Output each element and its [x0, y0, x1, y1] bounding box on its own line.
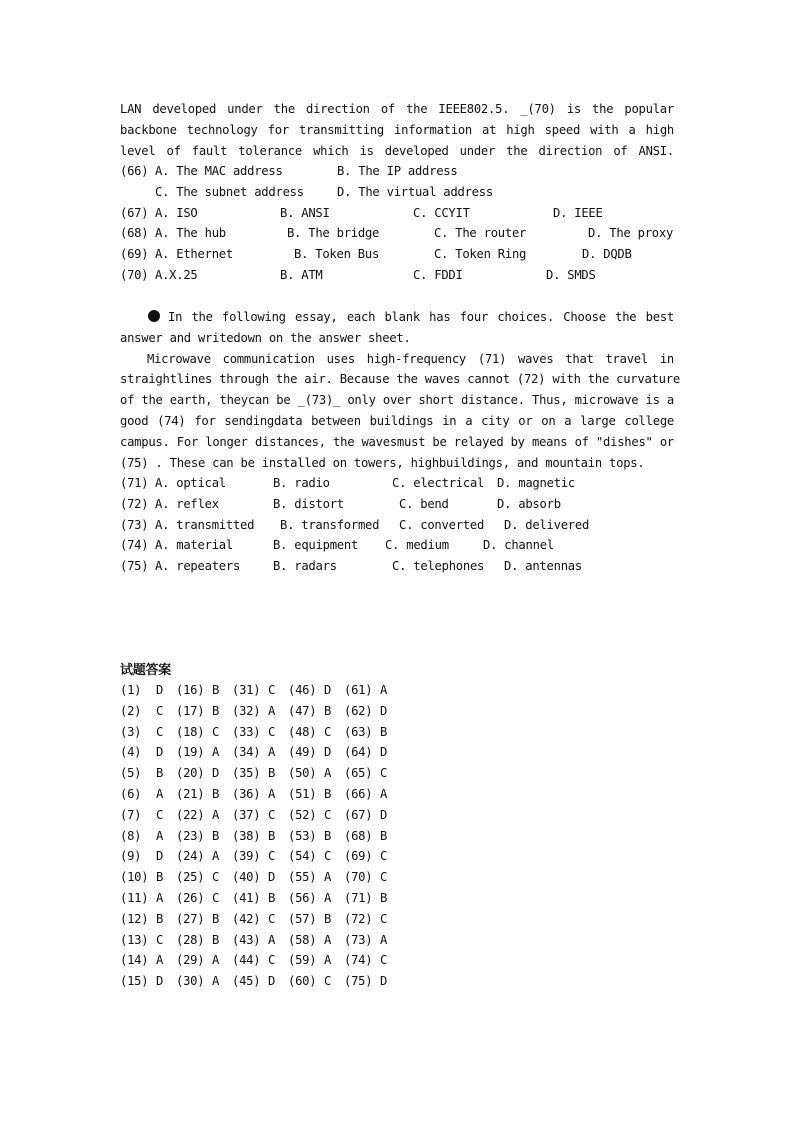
- answer-number: (17): [176, 703, 205, 718]
- answer-row: [120, 930, 420, 951]
- question-number: (74): [120, 538, 149, 553]
- answer-number: (49): [288, 745, 317, 760]
- option-c: C. The router: [434, 226, 527, 241]
- answer-number: (39): [232, 849, 261, 864]
- answer-number: (23): [176, 828, 205, 843]
- option-c: C. CCYIT: [413, 205, 470, 220]
- answer-number: (2): [120, 703, 142, 718]
- answer-letter: A: [324, 870, 332, 885]
- answer-number: (10): [120, 870, 149, 885]
- answer-letter: C: [324, 849, 332, 864]
- answer-letter: B: [324, 911, 332, 926]
- answer-letter: D: [380, 807, 388, 822]
- answer-letter: B: [268, 890, 276, 905]
- answer-letter: A: [212, 807, 220, 822]
- answer-number: (44): [232, 953, 261, 968]
- answer-number: (50): [288, 766, 317, 781]
- option-c: C. telephones: [392, 559, 485, 574]
- answer-number: (46): [288, 683, 317, 697]
- question-number: (66): [120, 164, 149, 178]
- option-b: B. The IP address: [337, 164, 458, 178]
- answer-number: (8): [120, 828, 142, 843]
- question-number: (72): [120, 496, 149, 511]
- question-75: [120, 556, 674, 577]
- answer-number: (72): [344, 911, 373, 926]
- answer-letter: C: [380, 870, 388, 885]
- question-66: [120, 161, 674, 182]
- answer-number: (45): [232, 974, 261, 989]
- essay-section: [120, 307, 680, 473]
- essay-intro: [0, 307, 674, 328]
- option-a: A. repeaters: [155, 559, 241, 574]
- answer-letter: C: [212, 890, 220, 905]
- question-number: (68): [120, 226, 149, 241]
- answer-letter: B: [212, 828, 220, 843]
- answer-number: (68): [344, 828, 373, 843]
- answer-number: (19): [176, 745, 205, 760]
- answer-letter: A: [324, 953, 332, 968]
- essay-intro-line1: In the following essay, each blank has four choices. Choose the best: [168, 310, 674, 324]
- answer-letter: D: [268, 974, 276, 989]
- answer-number: (41): [232, 890, 261, 905]
- question-number: (75): [120, 559, 149, 574]
- option-a: A. Ethernet: [155, 247, 233, 262]
- option-c: C. Token Ring: [434, 247, 527, 262]
- answer-letter: C: [380, 766, 388, 781]
- question-72: [120, 494, 674, 515]
- answer-letter: C: [268, 724, 276, 739]
- answer-letter: D: [324, 683, 332, 697]
- answer-letter: B: [268, 828, 276, 843]
- answers-table: [120, 680, 420, 992]
- passage-line: level of fault tolerance which is developed under the direction of ANSI.: [120, 143, 674, 158]
- essay-last-line: (75) . These can be installed on towers, highbuildings, and mountain tops.: [120, 455, 645, 470]
- answer-row: [120, 805, 420, 826]
- questions-71-75: [120, 473, 674, 577]
- option-d: D. The proxy: [588, 226, 674, 241]
- option-d: D. absorb: [497, 496, 561, 511]
- option-d: D. IEEE: [553, 205, 603, 220]
- answer-number: (16): [176, 683, 205, 697]
- option-b: B. transformed: [280, 517, 380, 532]
- answer-number: (47): [288, 703, 317, 718]
- answer-number: (71): [344, 890, 373, 905]
- answer-letter: A: [212, 745, 220, 760]
- answer-letter: A: [156, 953, 164, 968]
- answer-number: (30): [176, 974, 205, 989]
- answer-letter: B: [212, 786, 220, 801]
- answer-letter: C: [156, 932, 164, 947]
- option-d: D. magnetic: [497, 476, 575, 490]
- essay-line: of the earth, theycan be _(73)_ only over short distance. Thus, microwave is a: [120, 393, 674, 408]
- question-number: (71): [120, 476, 149, 490]
- answer-row: [120, 888, 420, 909]
- answer-number: (12): [120, 911, 149, 926]
- answer-number: (63): [344, 724, 373, 739]
- answer-letter: C: [268, 807, 276, 822]
- answer-number: (61): [344, 683, 373, 697]
- essay-line: straightlines through the air. Because the waves cannot (72) with the curvature: [120, 372, 680, 387]
- answer-number: (52): [288, 807, 317, 822]
- answer-number: (7): [120, 807, 142, 822]
- answer-letter: A: [212, 849, 220, 864]
- answer-number: (24): [176, 849, 205, 864]
- answer-letter: A: [268, 703, 276, 718]
- answer-letter: A: [268, 745, 276, 760]
- answers-title: 试题答案: [120, 663, 172, 678]
- option-a: A. optical: [155, 476, 226, 490]
- answer-number: (54): [288, 849, 317, 864]
- answer-number: (14): [120, 953, 149, 968]
- answer-letter: D: [268, 870, 276, 885]
- answer-number: (60): [288, 974, 317, 989]
- answer-letter: B: [212, 932, 220, 947]
- answer-letter: B: [156, 911, 164, 926]
- answer-number: (29): [176, 953, 205, 968]
- answer-letter: C: [380, 911, 388, 926]
- option-c: C. electrical: [392, 476, 485, 490]
- answer-number: (40): [232, 870, 261, 885]
- questions-66-70: [120, 161, 674, 286]
- answer-letter: B: [324, 828, 332, 843]
- answer-number: (48): [288, 724, 317, 739]
- option-c: C. medium: [385, 538, 449, 553]
- answer-row: [120, 742, 420, 763]
- answer-number: (21): [176, 786, 205, 801]
- answer-number: (43): [232, 932, 261, 947]
- answer-row: [120, 701, 420, 722]
- answer-letter: D: [380, 703, 388, 718]
- answer-row: [120, 826, 420, 847]
- answer-letter: D: [380, 974, 388, 989]
- answer-number: (1): [120, 683, 142, 697]
- question-71: [120, 473, 674, 494]
- answer-letter: A: [212, 974, 220, 989]
- question-67: [120, 203, 674, 224]
- option-c: C. converted: [399, 517, 485, 532]
- answer-letter: A: [212, 953, 220, 968]
- question-73: [120, 515, 674, 536]
- option-a: A.X.25: [155, 267, 198, 282]
- answer-number: (65): [344, 766, 373, 781]
- answer-number: (20): [176, 766, 205, 781]
- answer-letter: A: [380, 786, 388, 801]
- answer-letter: B: [380, 890, 388, 905]
- question-number: (67): [120, 205, 149, 220]
- answer-letter: B: [212, 683, 220, 697]
- answer-row: [120, 680, 420, 701]
- answer-number: (15): [120, 974, 149, 989]
- option-c: C. FDDI: [413, 267, 463, 282]
- answer-letter: C: [324, 807, 332, 822]
- answer-number: (13): [120, 932, 149, 947]
- option-b: B. ANSI: [280, 205, 330, 220]
- answer-row: [120, 909, 420, 930]
- answer-letter: D: [156, 745, 164, 760]
- answer-letter: B: [268, 766, 276, 781]
- answer-letter: C: [212, 870, 220, 885]
- answer-number: (9): [120, 849, 142, 864]
- option-d: D. The virtual address: [337, 184, 493, 199]
- answer-letter: C: [268, 953, 276, 968]
- answer-number: (70): [344, 870, 373, 885]
- answer-number: (28): [176, 932, 205, 947]
- essay-line: Microwave communication uses high-frequency (71) waves that travel in: [147, 351, 674, 366]
- answer-number: (26): [176, 890, 205, 905]
- answer-letter: C: [156, 703, 164, 718]
- answer-number: (37): [232, 807, 261, 822]
- answer-letter: C: [380, 849, 388, 864]
- option-b: B. distort: [273, 496, 344, 511]
- answer-row: [120, 950, 420, 971]
- answer-letter: C: [380, 953, 388, 968]
- answer-letter: B: [324, 703, 332, 718]
- answer-letter: C: [268, 683, 276, 697]
- answer-number: (4): [120, 745, 142, 760]
- answer-number: (56): [288, 890, 317, 905]
- essay-intro-line2: answer and writedown on the answer sheet.: [120, 330, 411, 345]
- answer-letter: C: [212, 724, 220, 739]
- passage-line: backbone technology for transmitting information at high speed with a high: [120, 122, 674, 137]
- option-b: B. Token Bus: [294, 247, 380, 262]
- answer-letter: B: [156, 766, 164, 781]
- answer-letter: B: [212, 911, 220, 926]
- answer-number: (3): [120, 724, 142, 739]
- essay-line: good (74) for sendingdata between buildings in a city or on a large college: [120, 413, 674, 428]
- question-68: [120, 223, 674, 244]
- answer-letter: C: [268, 849, 276, 864]
- answer-number: (57): [288, 911, 317, 926]
- question-66-cont: [120, 182, 674, 203]
- option-a: A. The hub: [155, 226, 226, 241]
- answer-letter: A: [156, 828, 164, 843]
- answer-number: (66): [344, 786, 373, 801]
- answer-number: (67): [344, 807, 373, 822]
- answer-number: (73): [344, 932, 373, 947]
- answer-number: (27): [176, 911, 205, 926]
- answer-number: (36): [232, 786, 261, 801]
- answer-number: (64): [344, 745, 373, 760]
- option-b: B. radio: [273, 476, 330, 490]
- answer-letter: D: [380, 745, 388, 760]
- option-a: A. ISO: [155, 205, 198, 220]
- answer-letter: B: [380, 724, 388, 739]
- answer-letter: D: [324, 745, 332, 760]
- answer-number: (59): [288, 953, 317, 968]
- answer-letter: C: [324, 724, 332, 739]
- option-d: D. delivered: [504, 517, 590, 532]
- option-d: D. SMDS: [546, 267, 596, 282]
- answer-number: (55): [288, 870, 317, 885]
- answer-letter: A: [324, 890, 332, 905]
- option-d: D. DQDB: [582, 247, 632, 262]
- answer-number: (34): [232, 745, 261, 760]
- question-70: [120, 265, 674, 286]
- answer-number: (6): [120, 786, 142, 801]
- answer-number: (5): [120, 766, 142, 781]
- option-a: A. transmitted: [155, 517, 255, 532]
- question-number: (69): [120, 247, 149, 262]
- answer-letter: A: [156, 786, 164, 801]
- answer-row: [120, 867, 420, 888]
- answer-row: [120, 763, 420, 784]
- answer-row: [120, 784, 420, 805]
- answer-letter: A: [380, 683, 388, 697]
- answer-number: (22): [176, 807, 205, 822]
- question-number: (70): [120, 267, 149, 282]
- answer-number: (74): [344, 953, 373, 968]
- answer-letter: B: [380, 828, 388, 843]
- answer-letter: B: [212, 703, 220, 718]
- answer-number: (42): [232, 911, 261, 926]
- option-d: D. antennas: [504, 559, 582, 574]
- answer-letter: A: [268, 932, 276, 947]
- passage-line: LAN developed under the direction of the IEEE802.5. _(70) is the popular: [120, 102, 674, 116]
- bullet-icon: [148, 310, 160, 322]
- answer-letter: A: [268, 786, 276, 801]
- answer-number: (35): [232, 766, 261, 781]
- answer-row: [120, 722, 420, 743]
- answer-letter: C: [156, 807, 164, 822]
- answer-number: (38): [232, 828, 261, 843]
- answer-letter: C: [268, 911, 276, 926]
- answer-number: (69): [344, 849, 373, 864]
- answer-number: (53): [288, 828, 317, 843]
- option-c: C. The subnet address: [155, 184, 304, 199]
- answer-letter: D: [212, 766, 220, 781]
- answer-row: [120, 846, 420, 867]
- answer-number: (11): [120, 890, 149, 905]
- option-b: B. equipment: [273, 538, 359, 553]
- answer-letter: D: [156, 974, 164, 989]
- essay-line: campus. For longer distances, the wavesmust be relayed by means of "dishes" or: [120, 434, 674, 449]
- question-number: (73): [120, 517, 149, 532]
- answer-number: (31): [232, 683, 261, 697]
- answer-letter: A: [324, 932, 332, 947]
- answer-number: (25): [176, 870, 205, 885]
- answer-row: [120, 971, 420, 992]
- question-69: [120, 244, 674, 265]
- answer-letter: C: [156, 724, 164, 739]
- answer-number: (18): [176, 724, 205, 739]
- answer-number: (58): [288, 932, 317, 947]
- answer-letter: D: [156, 849, 164, 864]
- option-d: D. channel: [483, 538, 554, 553]
- answer-number: (75): [344, 974, 373, 989]
- answer-number: (51): [288, 786, 317, 801]
- option-b: B. The bridge: [287, 226, 380, 241]
- option-b: B. radars: [273, 559, 337, 574]
- answer-number: (33): [232, 724, 261, 739]
- option-a: A. reflex: [155, 496, 219, 511]
- answer-letter: A: [156, 890, 164, 905]
- answer-number: (32): [232, 703, 261, 718]
- option-b: B. ATM: [280, 267, 323, 282]
- option-a: A. material: [155, 538, 233, 553]
- option-c: C. bend: [399, 496, 449, 511]
- answer-letter: B: [324, 786, 332, 801]
- answer-letter: B: [156, 870, 164, 885]
- passage-end: [120, 99, 674, 161]
- answer-letter: C: [324, 974, 332, 989]
- answer-number: (62): [344, 703, 373, 718]
- answer-letter: A: [324, 766, 332, 781]
- answer-letter: A: [380, 932, 388, 947]
- answer-letter: D: [156, 683, 164, 697]
- option-a: A. The MAC address: [155, 164, 283, 178]
- question-74: [120, 535, 674, 556]
